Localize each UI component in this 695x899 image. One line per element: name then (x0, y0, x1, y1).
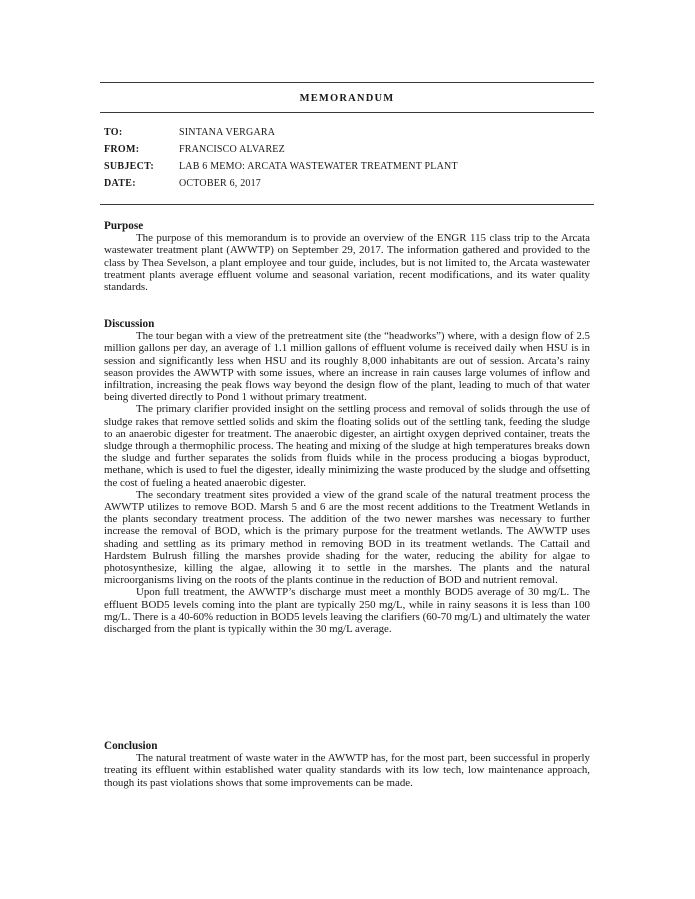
discussion-section (104, 318, 590, 635)
subject-value: LAB 6 MEMO: ARCATA WASTEWATER TREATMENT PLANT (179, 161, 458, 172)
to-value: SINTANA VERGARA (179, 127, 276, 138)
conclusion-section (104, 740, 590, 789)
date-label: DATE: (104, 178, 136, 189)
conclusion-heading: Conclusion (104, 740, 158, 752)
date-value: OCTOBER 6, 2017 (179, 178, 261, 189)
discussion-heading: Discussion (104, 318, 155, 330)
discussion-paragraph-3: The secondary treatment sites provided a view of the grand scale of the natural treatment process the AWWTP utilizes to remove BOD. Marsh 5 and 6 are the most recent additions to the Treatment Wetlands in the plants secondary treatment process. The addition of the two newer marshes was necessary to further increase the removal of BOD, which is the primary purpose for the treatment wetlands. The AWWTP uses shading and settling as its primary method in removing BOD in its treatment wetlands. The Cattail and Hardstem Bulrush filling the marshes provide shading for the water, reducing the ability for algae to photosynthesize, killing the algae, allowing it to settle in the marshes. The plants and the natural microorganisms living on the roots of the plants continue in the reduction of BOD and nutrient removal. (104, 488, 590, 587)
title-rule (100, 112, 594, 113)
purpose-section (104, 220, 590, 293)
from-value: FRANCISCO ALVAREZ (179, 144, 285, 155)
header-rule (100, 204, 594, 205)
purpose-paragraph: The purpose of this memorandum is to provide an overview of the ENGR 115 class trip to the Arcata wastewater treatment plant (AWWTP) on September 29, 2017. The information gathered and provided to the class by Thea Sevelson, a plant employee and tour guide, includes, but is not limited to, the Arcata wastewater treatment plants average effluent volume and seasonal variation, recent modifications, and its water quality standards. (104, 232, 590, 294)
top-rule (100, 82, 594, 83)
to-label: TO: (104, 127, 123, 138)
from-label: FROM: (104, 144, 140, 155)
discussion-paragraph-2: The primary clarifier provided insight on the settling process and removal of solids through the use of sludge rakes that remove settled solids and skim the floating solids out of the settling tank, feeding the sludge to an anaerobic digester for treatment. The anaerobic digester, an airtight oxygen deprived container, treats the sludge through a thermophilic process. The heating and mixing of the sludge at high temperatures breaks down the sludge and further separates the solids from fluids while in the process producing a biogas byproduct, methane, which is used to fuel the digester, ideally minimizing the waste produced by the sludge and offsetting the cost of fueling a heated anaerobic digester. (104, 403, 590, 489)
subject-label: SUBJECT: (104, 161, 155, 172)
conclusion-paragraph: The natural treatment of waste water in the AWWTP has, for the most part, been successful in properly treating its effluent within established water quality standards with its low tech, low maintenance approach, though its past violations shows that some improvements can be made. (104, 752, 590, 789)
memo-title: MEMORANDUM (299, 93, 395, 104)
discussion-paragraph-1: The tour began with a view of the pretreatment site (the “headworks”) where, with a design flow of 2.5 million gallons per day, an average of 1.1 million gallons of effluent volume is received daily when HSU is in session and significantly less when HSU and its roughly 8,000 inhabitants are out of session. Arcata’s rainy season provides the AWWTP with some issues, where an increase in rain causes large volumes of inflow and infiltration, increasing the peak flows way beyond the design flow of the plant, leading to much of that water being diverted directly to Pond 1 without primary treatment. (104, 330, 590, 404)
discussion-paragraph-4: Upon full treatment, the AWWTP’s discharge must meet a monthly BOD5 average of 30 mg/L. The effluent BOD5 levels coming into the plant are typically 250 mg/L, while in rainy seasons it is less than 100 mg/L. There is a 40-60% reduction in BOD5 levels leaving the clarifiers (60-70 mg/L) and ultimately the water discharged from the plant is typically within the 30 mg/L average. (104, 586, 590, 636)
purpose-heading: Purpose (104, 220, 144, 232)
